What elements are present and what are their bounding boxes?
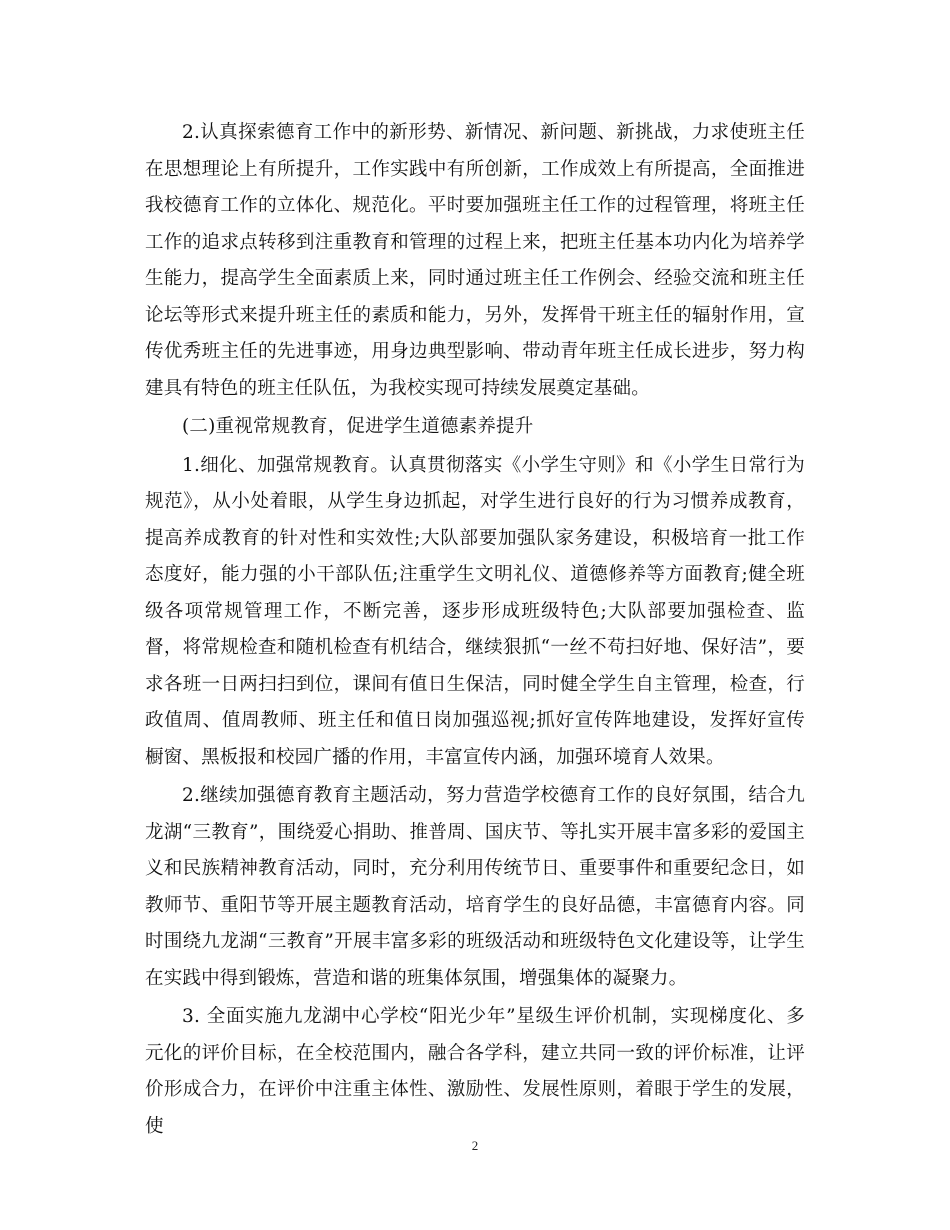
page-number: 2	[471, 1138, 479, 1153]
paragraph-routine-education: 1.细化、加强常规教育。认真贯彻落实《小学生守则》和《小学生日常行为规范》，从小处着眼，从学生身边抓起，对学生进行良好的行为习惯养成教育，提高养成教育的针对性和实效性;大队部要加强队家务建设，积极培育一批工作态度好，能力强的小干部队伍;注重学生文明礼仪、道德修养等方面教育;健全班级各项常规管理工作，不断完善，逐步形成班级特色;大队部要加强检查、监督，将常规检查和随机检查有机结合，继续狠抓“一丝不苟扫好地、保好洁”，要求各班一日两扫扫到位，课间有值日生保洁，同时健全学生自主管理，检查，行政值周、值周教师、班主任和值日岗加强巡视;抓好宣传阵地建设，发挥好宣传橱窗、黑板报和校园广播的作用，丰富宣传内涵，加强环境育人效果。	[145, 454, 805, 768]
paragraph-head-teacher-exploration: 2.认真探索德育工作中的新形势、新情况、新问题、新挑战，力求使班主任在思想理论上有所提升，工作实践中有所创新，工作成效上有所提高，全面推进我校德育工作的立体化、规范化。平时要加强班主任工作的过程管理，将班主任工作的追求点转移到注重教育和管理的过程上来，把班主任基本功内化为培养学生能力，提高学生全面素质上来，同时通过班主任工作例会、经验交流和班主任论坛等形式来提升班主任的素质和能力，另外，发挥骨干班主任的辐射作用，宣传优秀班主任的先进事迹，用身边典型影响、带动青年班主任成长进步，努力构建具有特色的班主任队伍，为我校实现可持续发展奠定基础。	[145, 122, 805, 399]
document-body	[145, 115, 805, 1147]
paragraph-theme-activities: 2.继续加强德育教育主题活动，努力营造学校德育工作的良好氛围，结合九龙湖“三教育”，围绕爱心捐助、推普周、国庆节、等扎实开展丰富多彩的爱国主义和民族精神教育活动，同时，充分利用传统节日、重要事件和重要纪念日，如教师节、重阳节等开展主题教育活动，培育学生的良好品德，丰富德育内容。同时围绕九龙湖“三教育”开展丰富多彩的班级活动和班级特色文化建设等，让学生在实践中得到锻炼，营造和谐的班集体氛围，增强集体的凝聚力。	[145, 785, 805, 989]
paragraph-evaluation-mechanism: 3. 全面实施九龙湖中心学校“阳光少年”星级生评价机制，实现梯度化、多元化的评价目标，在全校范围内，融合各学科，建立共同一致的评价标准，让评价形成合力，在评价中注重主体性、激励性、发展性原则，着眼于学生的发展，使	[145, 1006, 805, 1137]
section-heading-routine-education: (二)重视常规教育，促进学生道德素养提升	[182, 416, 534, 437]
